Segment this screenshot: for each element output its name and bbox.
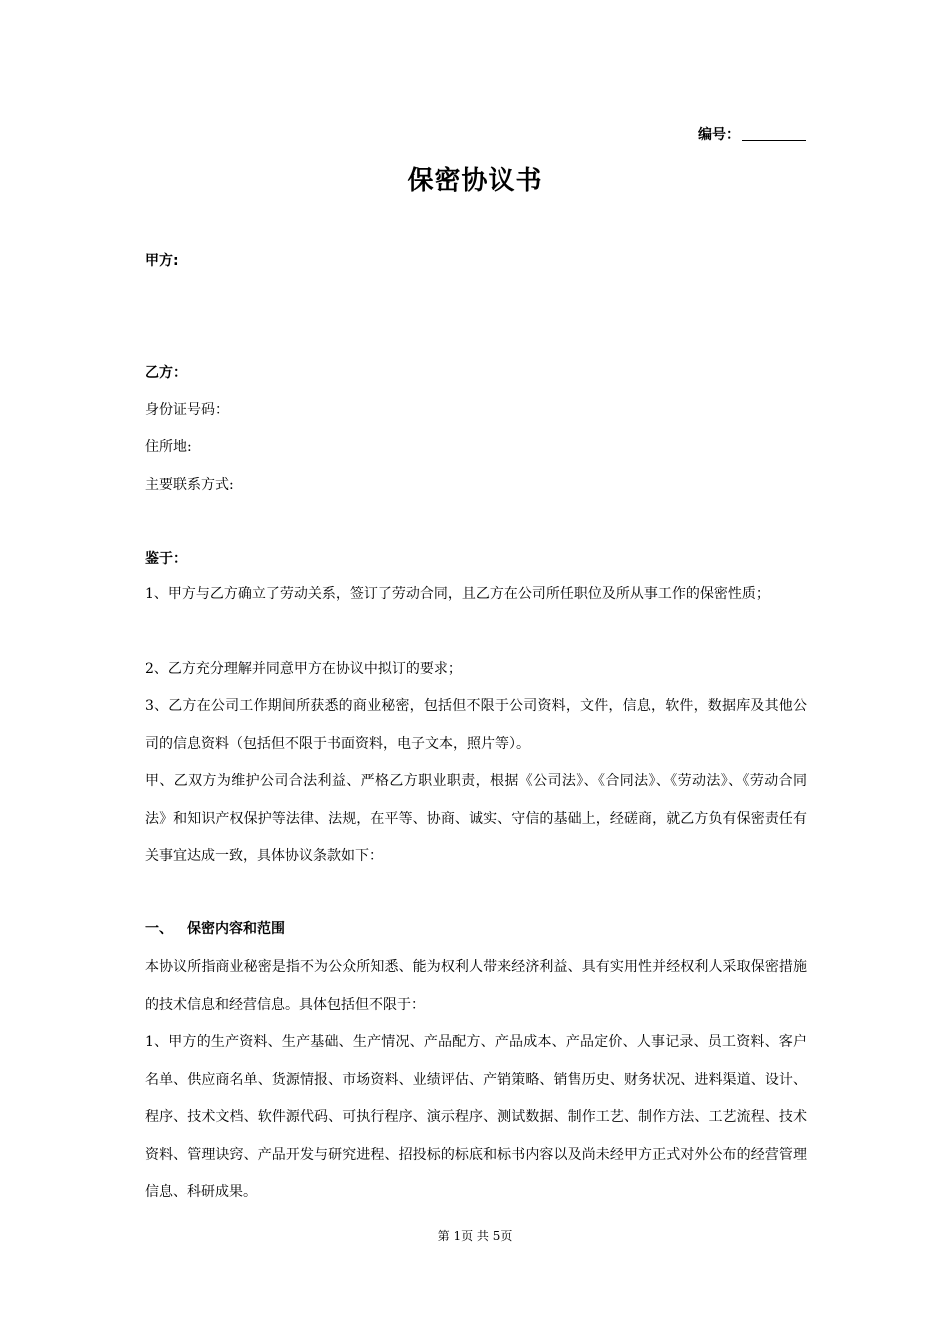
whereas-summary: 甲、乙双方为维护公司合法利益、严格乙方职业职责，根据《公司法》、《合同法》、《劳动法》、《劳动合同法》和知识产权保护等法律、法规，在平等、协商、诚实、守信的基础上，经磋商，就乙方负有保密责任有关事宜达成一致，具体协议条款如下： [145,773,807,864]
section-1-intro: 本协议所指商业秘密是指不为公众所知悉、能为权利人带来经济利益、具有实用性并经权利人采取保密措施的技术信息和经营信息。具体包括但不限于： [145,959,807,1013]
whereas-label: 鉴于： [145,551,187,567]
section-1-number: 一、 [145,921,173,937]
whereas-item-2: 2、乙方充分理解并同意甲方在协议中拟订的要求； [145,661,462,677]
section-1-item-1: 1、甲方的生产资料、生产基础、生产情况、产品配方、产品成本、产品定价、人事记录、员工资料、客户名单、供应商名单、货源情报、市场资料、业绩评估、产销策略、销售历史、财务状况、进料渠道、设计、程序、技术文档、软件源代码、可执行程序、演示程序、测试数据、制作工艺、制作方法、工艺流程、技术资料、管理诀窍、产品开发与研究进程、招投标的标底和标书内容以及尚未经甲方正式对外公布的经营管理信息、科研成果。 [145,1034,807,1200]
whereas-item-1: 1、甲方与乙方确立了劳动关系，签订了劳动合同，且乙方在公司所任职位及所从事工作的保密性质； [145,586,770,602]
section-1-title: 保密内容和范围 [187,921,285,937]
page-footer: 第 1页 共 5页 [437,1229,513,1243]
section-1-heading [145,918,285,938]
party-b-address-label: 住所地: [145,439,192,455]
document-number-blank [742,140,806,141]
whereas-item-3: 3、乙方在公司工作期间所获悉的商业秘密，包括但不限于公司资料，文件，信息，软件，数据库及其他公司的信息资料（包括但不限于书面资料，电子文本，照片等）。 [145,698,807,752]
page-title: 保密协议书 [407,166,543,196]
document-number [698,124,806,144]
document-number-label: 编号： [698,127,740,143]
party-a-label: 甲方: [145,253,179,269]
party-b-label: 乙方： [145,365,187,381]
party-b-id-label: 身份证号码： [145,402,229,418]
party-b-contact-label: 主要联系方式: [145,477,234,493]
